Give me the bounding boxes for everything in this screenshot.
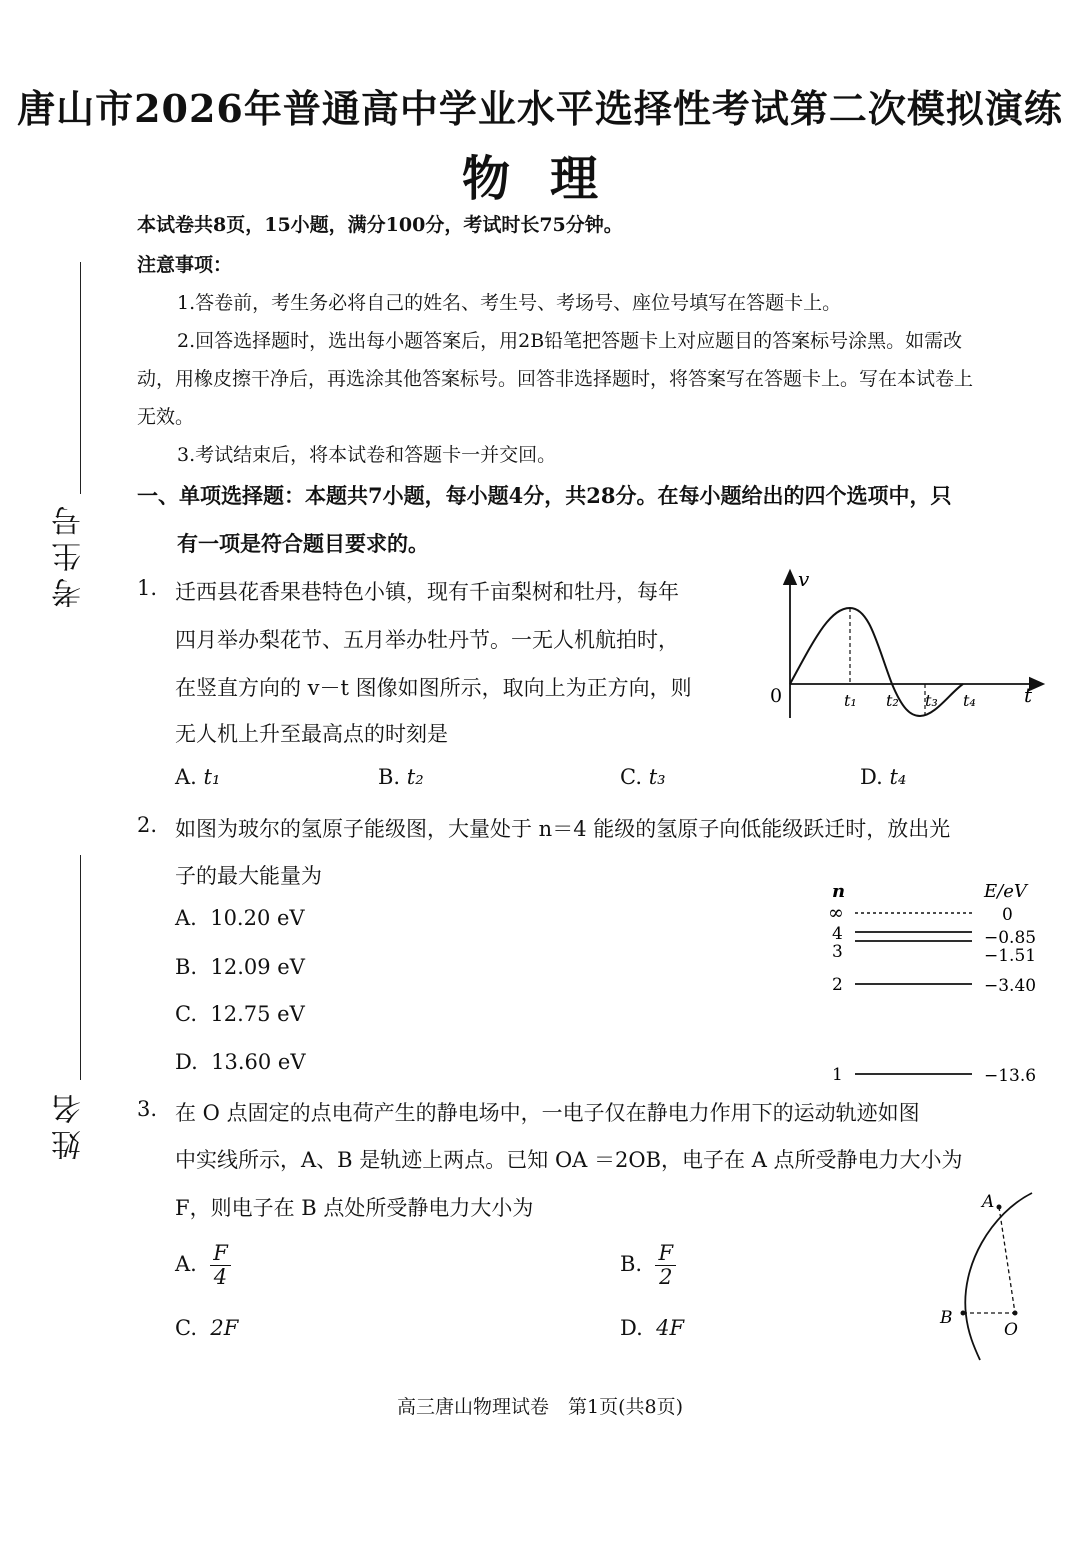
q3-line-2: 中实线所示，A、B 是轨迹上两点。已知 OA ＝2OB，电子在 A 点所受静电力大小为: [175, 1148, 963, 1172]
electron-trajectory: [965, 1193, 1032, 1360]
level-1-e: −13.6: [984, 1066, 1037, 1086]
origin-label: 0: [770, 685, 783, 707]
level-4-e: −0.85: [984, 928, 1037, 948]
q2-line-1: 如图为玻尔的氢原子能级图，大量处于 n＝4 能级的氢原子向低能级跃迁时，放出光: [175, 817, 951, 841]
level-4-n: 4: [832, 924, 843, 944]
q1-vt-graph: [760, 568, 1050, 728]
notice-heading: 注意事项：: [137, 254, 233, 276]
tick-t4: t₄: [963, 691, 976, 710]
exam-summary: 本试卷共8页，15小题，满分100分，考试时长75分钟。: [137, 214, 623, 236]
q1-line-3: 在竖直方向的 v－t 图像如图所示，取向上为正方向，则: [175, 676, 692, 700]
q3-option-b[interactable]: B. $\frac{F}{2}$: [620, 1242, 676, 1289]
notice-2: 2.回答选择题时，选出每小题答案后，用2B铅笔把答题卡上对应题目的答案标号涂黑。如需改: [177, 330, 963, 352]
n-header: n: [832, 881, 846, 902]
q1-number: 1.: [137, 576, 158, 600]
point-a: [997, 1205, 1002, 1210]
page-title: 唐山市2026年普通高中学业水平选择性考试第二次模拟演练: [17, 86, 1063, 131]
label-b: B: [940, 1308, 953, 1328]
q3-option-c[interactable]: C. 2F: [175, 1316, 239, 1340]
label-o: O: [1004, 1320, 1018, 1340]
q2-energy-level-diagram: [820, 875, 1050, 1090]
t-axis-label: t: [1024, 683, 1033, 707]
exam-no-label: 考生号: [52, 500, 87, 608]
name-label: 姓名: [52, 1088, 87, 1160]
q3-number: 3.: [137, 1097, 158, 1121]
section-heading: 一、单项选择题：本题共7小题，每小题4分，共28分。在每小题给出的四个选项中，只: [137, 483, 952, 508]
tick-t2: t₂: [886, 691, 899, 710]
q3-option-b-fraction: $\frac{F}{2}$: [655, 1242, 676, 1289]
point-b: [961, 1311, 966, 1316]
q3-option-a[interactable]: A. $\frac{F}{4}$: [175, 1242, 231, 1289]
level-inf-n: ∞: [828, 902, 844, 924]
exam-no-write-line[interactable]: [80, 262, 81, 494]
q2-option-c[interactable]: C. 12.75 eV: [175, 1002, 305, 1026]
subject-title: 物理: [461, 151, 638, 207]
q2-option-b[interactable]: B. 12.09 eV: [175, 955, 305, 979]
v-axis-label: v: [798, 568, 810, 591]
q1-line-1: 迁西县花香果巷特色小镇，现有千亩梨树和牡丹，每年: [175, 580, 679, 604]
q3-option-d[interactable]: D. 4F: [620, 1316, 685, 1340]
q2-line-2: 子的最大能量为: [175, 864, 322, 888]
oa-dashed: [999, 1207, 1015, 1313]
name-write-line[interactable]: [80, 855, 81, 1080]
q3-option-a-fraction: $\frac{F}{4}$: [210, 1242, 231, 1289]
q1-line-2: 四月举办梨花节、五月举办牡丹节。一无人机航拍时，: [175, 628, 679, 652]
section-heading-cont: 有一项是符合题目要求的。: [177, 531, 429, 556]
q2-number: 2.: [137, 813, 158, 837]
label-a: A: [982, 1192, 995, 1212]
q1-option-a[interactable]: A. t₁: [175, 765, 221, 789]
level-3-n: 3: [832, 942, 843, 962]
level-2-n: 2: [832, 975, 843, 995]
q3-trajectory-figure: [930, 1185, 1050, 1365]
q2-option-a[interactable]: A. 10.20 eV: [175, 906, 305, 930]
point-o: [1013, 1311, 1018, 1316]
notice-2-end: 无效。: [137, 406, 195, 428]
q1-option-b[interactable]: B. t₂: [378, 765, 424, 789]
q1-option-c[interactable]: C. t₃: [620, 765, 666, 789]
energy-header: E/eV: [984, 881, 1027, 902]
level-3-e: −1.51: [984, 946, 1037, 966]
q1-option-d[interactable]: D. t₄: [860, 765, 907, 789]
q3-line-3: F，则电子在 B 点处所受静电力大小为: [175, 1196, 534, 1220]
page-footer: 高三唐山物理试卷 第1页(共8页): [396, 1396, 683, 1418]
notice-1: 1.答卷前，考生务必将自己的姓名、考生号、考场号、座位号填写在答题卡上。: [177, 292, 842, 314]
notice-2-cont: 动，用橡皮擦干净后，再选涂其他答案标号。回答非选择题时，将答案写在答题卡上。写在本试卷上: [137, 368, 974, 390]
q3-line-1: 在 O 点固定的点电荷产生的静电场中，一电子仅在静电力作用下的运动轨迹如图: [175, 1101, 920, 1125]
tick-t3: t₃: [925, 691, 938, 710]
q1-line-4: 无人机上升至最高点的时刻是: [175, 722, 448, 746]
level-inf-e: 0: [1002, 905, 1013, 925]
q2-option-d[interactable]: D. 13.60 eV: [175, 1050, 306, 1074]
level-1-n: 1: [832, 1065, 843, 1085]
level-2-e: −3.40: [984, 976, 1037, 996]
tick-t1: t₁: [844, 691, 857, 710]
notice-3: 3.考试结束后，将本试卷和答题卡一并交回。: [177, 444, 557, 466]
